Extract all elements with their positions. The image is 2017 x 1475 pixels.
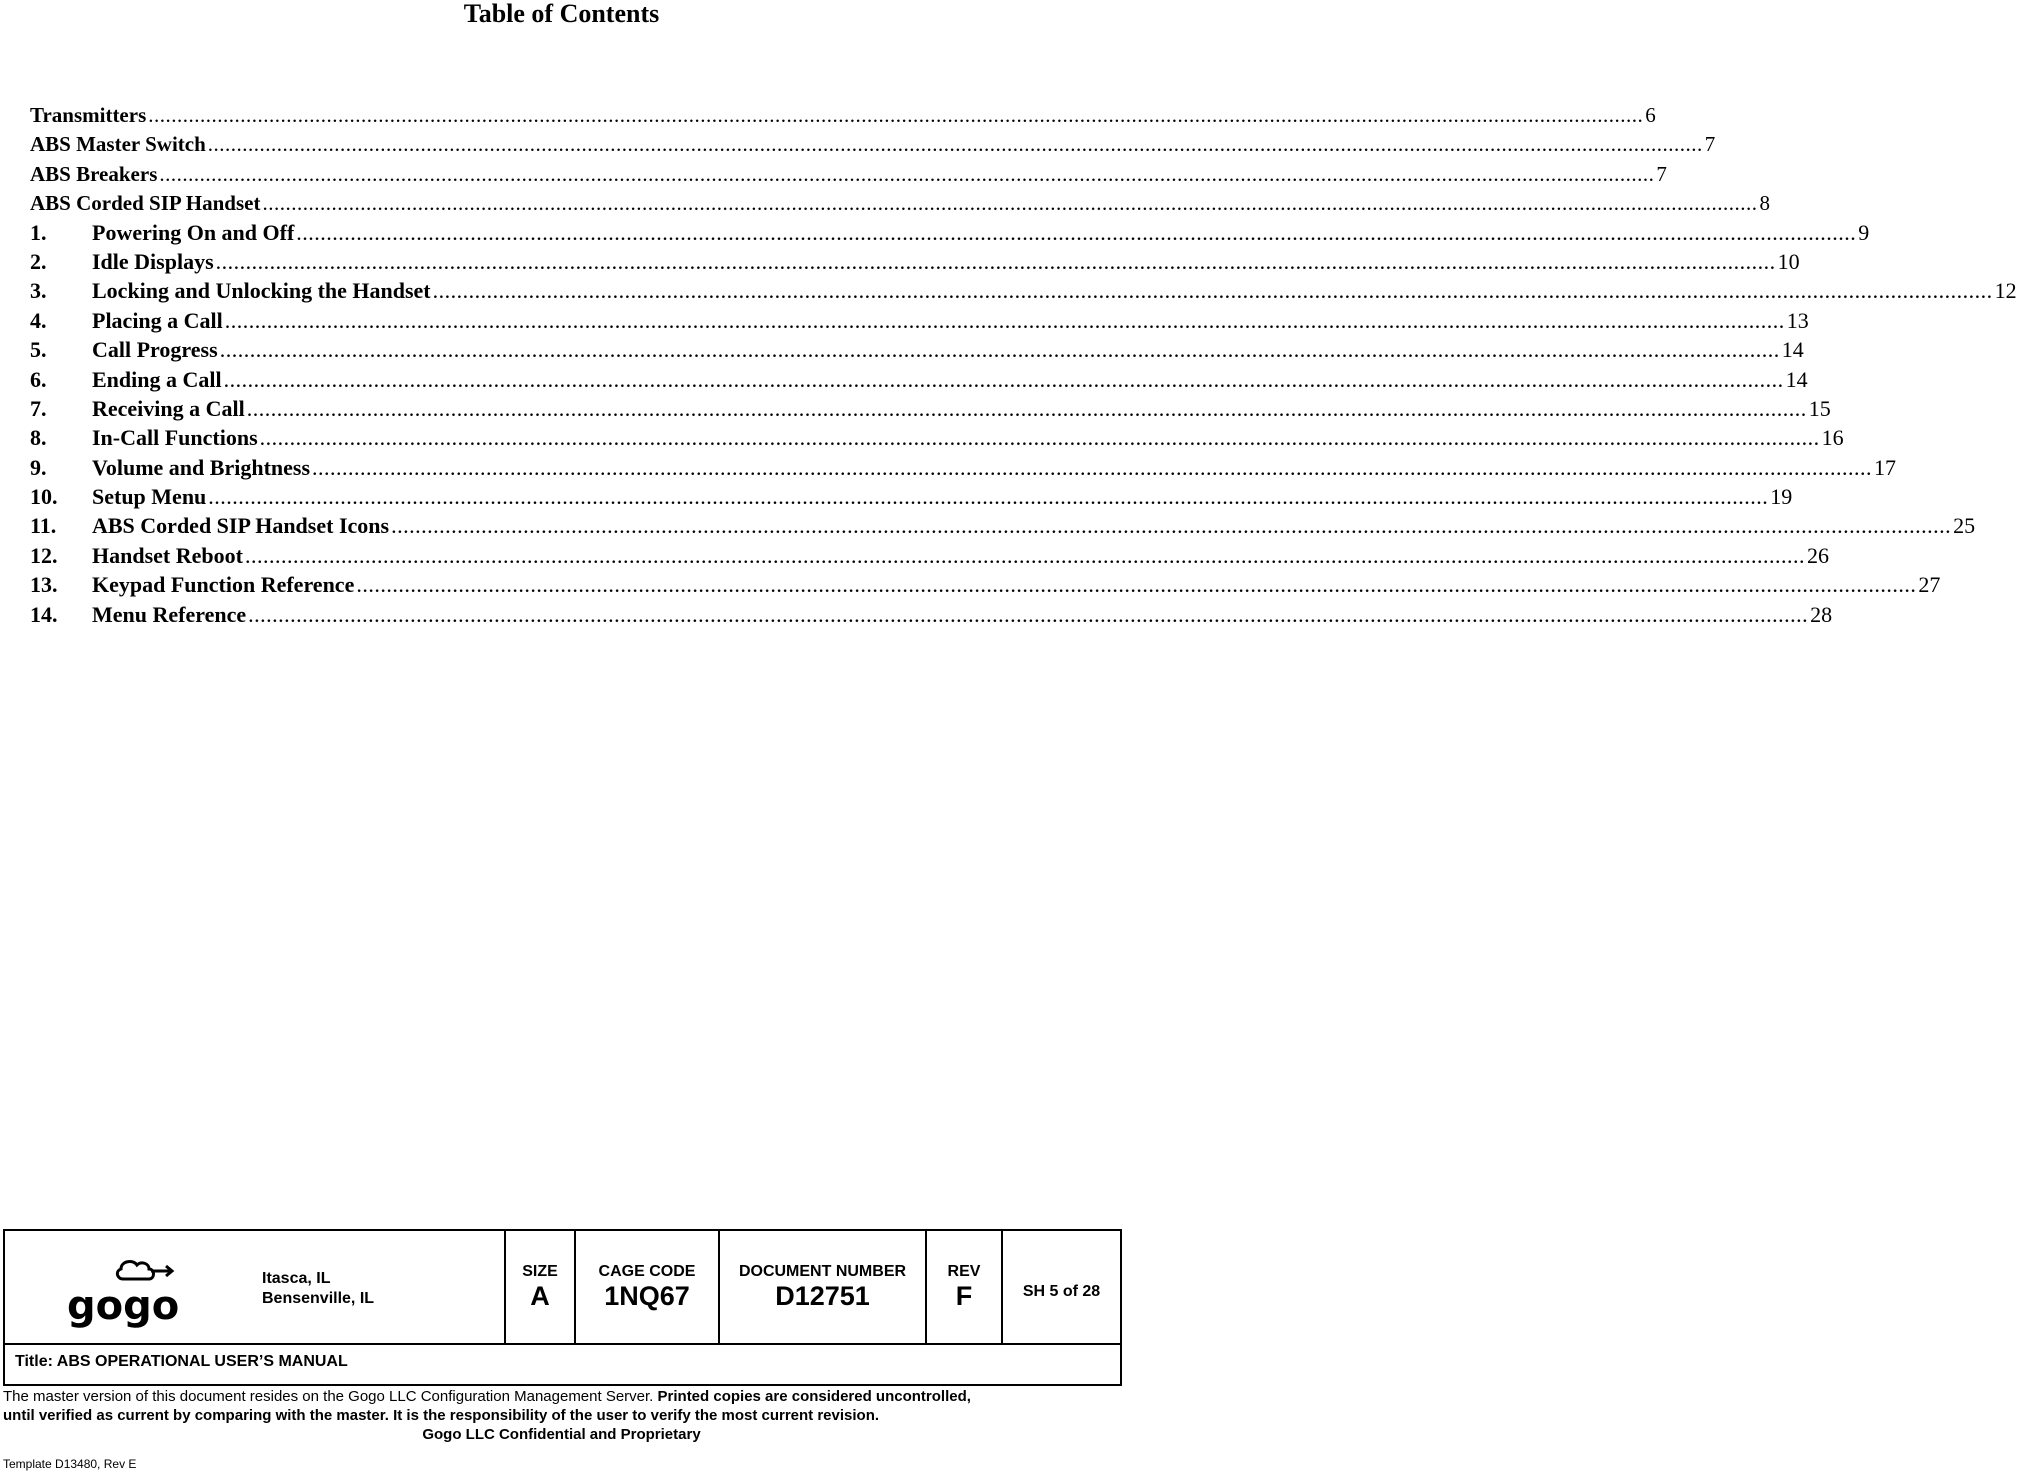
page-title: Table of Contents [463,0,660,28]
toc-entry-page: 25 [1953,513,1976,539]
toc-entry-label: In-Call Functions [92,425,258,451]
toc-leader-dots: .................................................................................................................................................................................................................................................................... [259,425,1820,451]
toc-entry-label: Keypad Function Reference [92,572,355,598]
toc-leader-dots: .................................................................................................................................................................................................................................................................... [208,484,1769,510]
rev-value: F [955,1281,973,1311]
toc-entry-label: ABS Master Switch [30,132,206,157]
toc-entry[interactable] [30,395,1831,424]
toc-leader-dots: .................................................................................................................................................................................................................................................................... [148,103,1644,127]
toc-leader-dots: .................................................................................................................................................................................................................................................................... [224,307,1785,333]
toc-entry-page: 7 [1656,161,1667,186]
toc-entry-number: 12. [30,542,58,568]
toc-entry[interactable] [30,101,1656,130]
toc-leader-dots: .................................................................................................................................................................................................................................................................... [219,337,1780,363]
toc-entry-number: 8. [30,425,47,451]
toc-entry-page: 16 [1821,425,1844,451]
toc-entry-label: Volume and Brightness [92,454,311,480]
toc-entry-number: 9. [30,454,47,480]
toc-entry-number: 10. [30,484,58,510]
toc-entry-number: 6. [30,366,47,392]
control-notice [0,1387,1123,1444]
toc-entry-number: 2. [30,248,47,274]
toc-entry-label: Menu Reference [92,601,247,627]
template-reference: Template D13480, Rev E [3,1457,137,1471]
toc-entry-number: 1. [30,219,47,245]
toc-entry-label: ABS Corded SIP Handset [30,191,261,216]
toc-leader-dots: .................................................................................................................................................................................................................................................................... [207,132,1703,157]
notice-line-1-bold: Printed copies are considered uncontrolled, [657,1388,971,1405]
logo-text: gogo [67,1283,180,1329]
sheet-number: SH 5 of 28 [1022,1283,1101,1300]
toc-entry-number: 14. [30,601,58,627]
toc-entry-page: 9 [1858,219,1870,245]
toc-leader-dots: .................................................................................................................................................................................................................................................................... [215,248,1776,274]
company-cell [5,1231,506,1343]
toc-leader-dots: .................................................................................................................................................................................................................................................................... [262,191,1758,216]
toc-entry[interactable] [30,542,1829,571]
toc-entry[interactable] [30,336,1804,365]
document-number-label: DOCUMENT NUMBER [738,1263,907,1280]
toc-leader-dots: .................................................................................................................................................................................................................................................................... [244,542,1805,568]
toc-leader-dots: .................................................................................................................................................................................................................................................................... [159,161,1655,186]
toc-entry-page: 13 [1786,307,1809,333]
notice-line-1 [0,1387,1123,1406]
toc-entry-number: 11. [30,513,57,539]
toc-entry-page: 26 [1806,542,1829,568]
toc-entry[interactable] [30,307,1809,336]
toc-entry-number: 5. [30,337,47,363]
cage-code-label: CAGE CODE [598,1263,696,1280]
toc-entry-page: 12 [1994,278,2017,304]
size-cell [506,1231,576,1343]
toc-leader-dots: .................................................................................................................................................................................................................................................................... [246,395,1807,421]
toc-entry-label: Handset Reboot [92,542,243,568]
toc-entry-label: Setup Menu [92,484,207,510]
toc-entry[interactable] [30,160,1667,189]
toc-entry-number: 13. [30,572,58,598]
gogo-logo-icon [65,1249,195,1329]
toc-entry-page: 28 [1810,601,1833,627]
toc-entry-label: Transmitters [30,103,147,127]
size-label: SIZE [522,1263,558,1280]
toc-entry-label: Locking and Unlocking the Handset [92,278,431,304]
toc-entry-page: 7 [1704,132,1716,157]
location-block [262,1269,374,1309]
toc-entry-page: 6 [1645,103,1656,127]
toc-entry[interactable] [30,219,1870,248]
toc-entry-label: Call Progress [92,337,218,363]
document-number-value: D12751 [775,1281,870,1311]
toc-leader-dots: .................................................................................................................................................................................................................................................................... [223,366,1784,392]
rev-cell [927,1231,1003,1343]
confidentiality-notice: Gogo LLC Confidential and Proprietary [422,1426,701,1443]
toc-list [30,101,2017,630]
rev-label: REV [947,1263,981,1280]
document-title: Title: ABS OPERATIONAL USER’S MANUAL [15,1353,348,1370]
notice-line-1-normal: The master version of this document resides on the Gogo LLC Configuration Management Server. [3,1388,658,1405]
notice-line-2: until verified as current by comparing with the master. It is the responsibility of the user to verify the most current revision. [3,1407,880,1424]
toc-entry[interactable] [30,454,1897,483]
toc-entry-page: 17 [1874,454,1897,480]
location-itasca: Itasca, IL [262,1270,331,1287]
toc-entry[interactable] [30,248,1800,277]
toc-entry-number: 7. [30,395,47,421]
toc-entry-label: Placing a Call [92,307,223,333]
document-number-cell [720,1231,927,1343]
toc-entry[interactable] [30,277,2017,306]
toc-entry-label: Ending a Call [92,366,222,392]
toc-leader-dots: .................................................................................................................................................................................................................................................................... [356,572,1917,598]
toc-entry-label: ABS Corded SIP Handset Icons [92,513,390,539]
size-value: A [530,1281,550,1311]
toc-entry-label: Powering On and Off [92,219,295,245]
cage-code-value: 1NQ67 [604,1281,690,1311]
toc-entry[interactable] [30,424,1844,453]
location-bensenville: Bensenville, IL [262,1290,375,1307]
toc-entry[interactable] [30,130,1716,159]
toc-entry-number: 3. [30,278,47,304]
toc-entry-page: 14 [1785,366,1808,392]
toc-entry-label: Idle Displays [92,248,214,274]
toc-entry-number: 4. [30,307,47,333]
toc-entry[interactable] [30,512,1976,541]
toc-entry-page: 27 [1918,572,1941,598]
cage-cell [576,1231,720,1343]
toc-entry[interactable] [30,366,1808,395]
toc-leader-dots: .................................................................................................................................................................................................................................................................... [312,454,1873,480]
title-block [3,1229,1122,1386]
toc-entry-page: 19 [1770,484,1793,510]
toc-leader-dots: .................................................................................................................................................................................................................................................................... [248,601,1809,627]
title-block-top-row [5,1231,1120,1345]
toc-entry-page: 10 [1777,248,1800,274]
toc-leader-dots: .................................................................................................................................................................................................................................................................... [432,278,1993,304]
toc-leader-dots: .................................................................................................................................................................................................................................................................... [391,513,1952,539]
toc-entry[interactable] [30,189,1770,218]
toc-entry[interactable] [30,483,1793,512]
toc-entry-label: Receiving a Call [92,395,245,421]
toc-entry[interactable] [30,571,1941,600]
toc-entry-label: ABS Breakers [30,161,158,186]
toc-leader-dots: .................................................................................................................................................................................................................................................................... [296,219,1857,245]
toc-entry-page: 14 [1781,337,1804,363]
toc-entry[interactable] [30,601,1833,630]
toc-entry-page: 15 [1808,395,1831,421]
toc-entry-page: 8 [1759,191,1770,216]
